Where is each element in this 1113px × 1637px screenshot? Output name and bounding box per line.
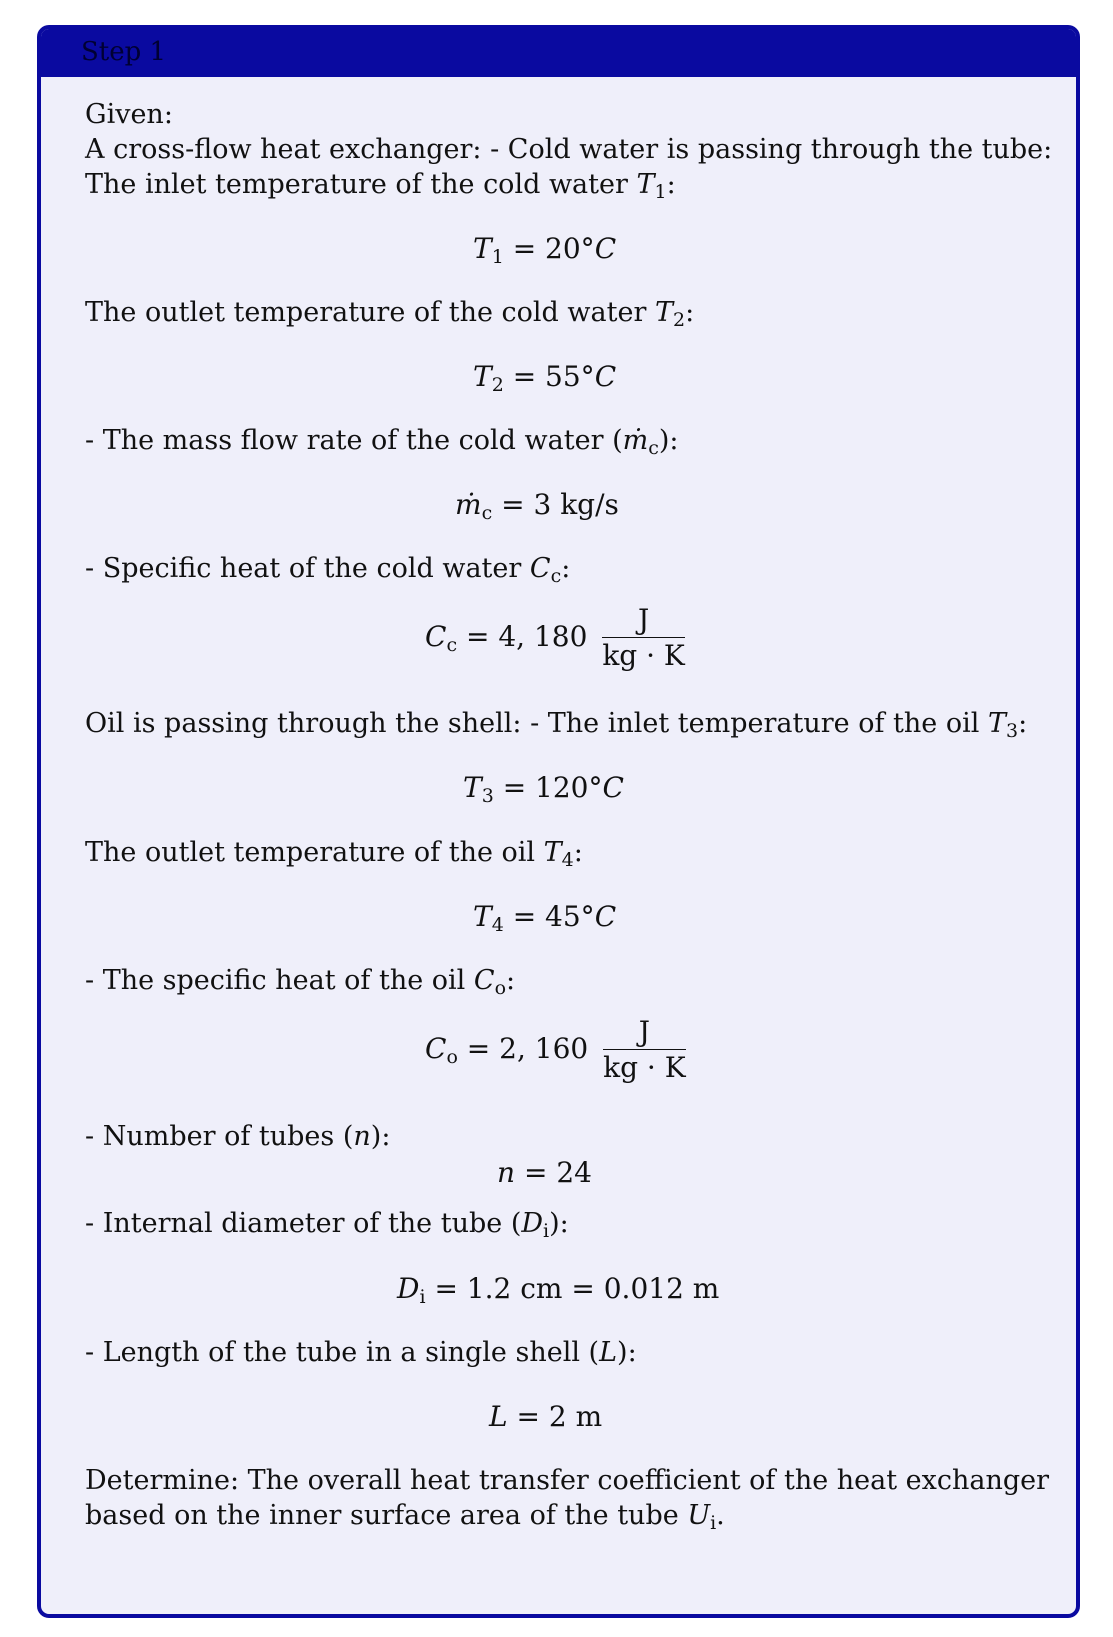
cc-equation [425,605,685,672]
cc-label: - Specific heat of the cold water [85,553,522,584]
cc-sub: c [550,565,562,587]
mc-eq-symbol: ṁ [455,488,482,521]
di-eq-value: = 1.2 cm = 0.012 m [434,1272,720,1305]
mc-symbol: ṁ [622,425,649,456]
co-equation [425,1017,686,1084]
t4-eq-sub: 4 [491,914,504,936]
t4-label: The outlet temperature of the oil [85,837,536,868]
t1-label: The inlet temperature of the cold water [85,169,628,200]
t4-sub: 4 [561,849,574,871]
di-sub: i [543,1220,550,1242]
t4-eq-unit: C [594,900,617,933]
t3-eq-value: = 120° [502,771,603,804]
oil-label: Oil is passing through the shell: - The inlet temperature of the oil [85,708,980,739]
co-fraction [603,1017,686,1084]
determine-text: based on the inner surface area of the tube [85,1500,679,1531]
t2-eq-value: = 55° [512,360,595,393]
cc-eq-value: = 4, 180 [466,620,588,653]
t4-symbol: T [543,837,562,868]
t3-eq-unit: C [602,771,624,804]
t4-eq-symbol: T [473,900,492,933]
step-title: Step 1 [81,37,167,67]
n-eq-value: = 24 [523,1156,592,1189]
di-symbol: D [521,1208,544,1239]
cc-fraction [602,605,685,672]
co-sub: o [494,977,507,999]
t4-label-line: The outlet temperature of the oil $T_4$: [85,837,583,871]
n-label-line: - Number of tubes (n): [85,1121,391,1152]
step-header [41,29,1076,77]
determine-line-1: Determine: The overall heat transfer coefficient of the heat exchanger [85,1465,1050,1496]
cc-denominator: kg · K [602,639,685,672]
t2-eq-unit: C [594,360,617,393]
l-eq-symbol: L [489,1400,508,1433]
t2-eq-sub: 2 [491,374,504,396]
di-label: - Internal diameter of the tube ( [85,1208,522,1239]
co-eq-value: = 2, 160 [466,1032,589,1065]
t1-eq-sub: 1 [491,246,504,268]
l-equation [489,1399,602,1434]
l-label-line: - Length of the tube in a single shell (L): [85,1337,637,1368]
co-numerator: J [603,1017,686,1050]
co-eq-sub: o [446,1046,458,1068]
mc-eq-value: = 3 kg/s [501,488,619,521]
t1-eq-symbol: T [473,232,492,265]
n-equation [497,1155,592,1190]
t4-eq-value: = 45° [512,900,595,933]
t2-eq-symbol: T [473,360,492,393]
ui-symbol: U [687,1500,711,1531]
cc-eq-symbol: C [425,620,447,653]
given-label: Given: [85,99,173,130]
l-eq-value: = 2 m [516,1400,603,1433]
di-label-line: - Internal diameter of the tube $(D_i)$: [85,1208,569,1242]
co-symbol: C [473,965,495,996]
co-label-line: - The specific heat of the oil $C_o$: [85,965,516,999]
co-label: - The specific heat of the oil [85,965,466,996]
t1-sub: 1 [654,181,667,203]
step-card [37,25,1080,1618]
mc-eq-sub: c [481,502,493,524]
t3-sub: 3 [1005,720,1019,742]
di-equation [397,1271,719,1306]
n-symbol: n [353,1121,371,1152]
mc-equation [455,487,619,522]
t1-eq-unit: C [594,232,617,265]
t2-equation [473,359,616,394]
cc-symbol: C [529,553,551,584]
mc-label-line: - The mass flow rate of the cold water (ṁ$_c$): [85,425,679,459]
ui-sub: i [710,1512,717,1534]
l-symbol: L [599,1337,618,1368]
determine-line-2: based on the inner surface area of the tube $U_i$. [85,1500,725,1534]
t3-equation [463,770,624,805]
intro-line: A cross-flow heat exchanger: - Cold water is passing through the tube: [85,134,1053,165]
t2-symbol: T [654,297,673,328]
t3-eq-sub: 3 [481,785,494,807]
t1-symbol: T [636,169,655,200]
t1-equation [473,231,616,266]
t4-equation [473,899,616,934]
co-denominator: kg · K [603,1051,686,1084]
co-eq-symbol: C [425,1032,447,1065]
cc-label-line: - Specific heat of the cold water $C_c$: [85,553,571,587]
oil-label-line: Oil is passing through the shell: - The inlet temperature of the oil $T_3$: [85,708,1028,742]
cc-eq-sub: c [446,634,458,656]
t3-eq-symbol: T [463,771,482,804]
di-eq-symbol: D [397,1272,420,1305]
cc-numerator: J [602,605,685,638]
t2-sub: 2 [672,309,686,331]
l-label: - Length of the tube in a single shell ( [85,1337,600,1368]
mc-label: - The mass flow rate of the cold water ( [85,425,623,456]
di-eq-sub: i [419,1286,426,1308]
t2-label-line: The outlet temperature of the cold water $T_2$: [85,297,695,331]
mc-sub: c [648,437,659,459]
t3-symbol: T [987,708,1006,739]
n-eq-symbol: n [497,1156,516,1189]
t1-eq-value: = 20° [512,232,595,265]
n-label: - Number of tubes ( [85,1121,354,1152]
t1-label-line: The inlet temperature of the cold water $T_1$: [85,169,676,203]
t2-label: The outlet temperature of the cold water [85,297,647,328]
